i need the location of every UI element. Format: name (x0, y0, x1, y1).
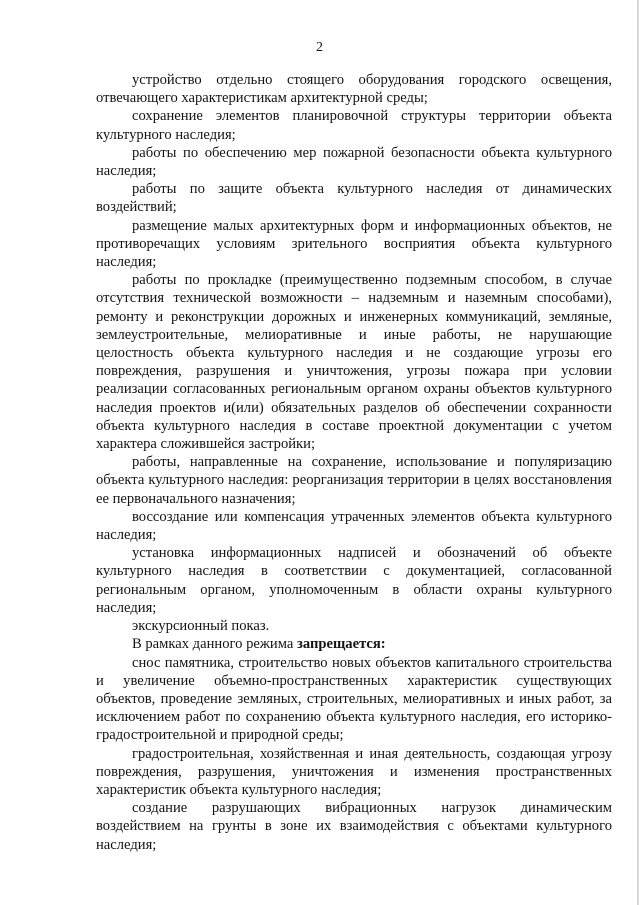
prohibited-intro (96, 635, 612, 653)
paragraph-excursion: экскурсионный показ. (132, 618, 270, 635)
prohibited-item-activity: градостроительная, хозяйственная и иная деятельность, создающая угрозу повреждения, разрушения, уничтожения и изменения пространственных характеристик объекта культурного наследия; (96, 745, 612, 798)
paragraph-dynamic-protection: работы по защите объекта культурного наследия от динамических воздействий; (96, 181, 612, 216)
prohibited-intro-prefix: В рамках данного режима (132, 636, 297, 653)
prohibited-intro-emphasis: запрещается: (297, 636, 386, 653)
prohibited-item-vibration: создание разрушающих вибрационных нагрузок динамическим воздействием на грунты в зоне их взаимодействия с объектами культурного наследия; (96, 800, 612, 853)
paragraph-utilities: работы по прокладке (преимущественно подземным способом, в случае отсутствия технической возможности – надземным и наземным способами), ремонту и реконструкции дорожных и инженерных коммуникаций, земляные, землеустроительные, мелиоративные и иные работы, не нарушающие целостность объекта культурного наследия и не создающие угрозы его повреждения, разрушения и уничтожения, угрозы пожара при условии реализации согласованных региональным органом охраны объектов культурного наследия проектов и(или) обязательных разделов об обеспечении сохранности объекта культурного наследия в составе проектной документации с учетом характера сложившейся застройки; (96, 272, 612, 453)
paragraph-small-forms: размещение малых архитектурных форм и информационных объектов, не противоречащих условиям зрительного восприятия объекта культурного наследия; (96, 217, 612, 271)
paragraph-lighting: устройство отдельно стоящего оборудования городского освещения, отвечающего характеристикам архитектурной среды; (96, 72, 612, 107)
document-body (96, 71, 612, 854)
paragraph-preservation: работы, направленные на сохранение, использование и популяризацию объекта культурного наследия: реорганизация территории в целях восстановления ее первоначального назначения; (96, 454, 612, 507)
paragraph-reconstruction: воссоздание или компенсация утраченных элементов объекта культурного наследия; (96, 508, 612, 544)
paragraph-fire-safety: работы по обеспечению мер пожарной безопасности объекта культурного наследия; (96, 144, 612, 180)
prohibited-item-demolition: снос памятника, строительство новых объектов капитального строительства и увеличение объемно-пространственных характеристик существующих объектов, проведение земляных, строительных, мелиоративных и иных работ, за исключением работ по сохранению объекта культурного наследия, его историко-градостроительной и природной среды; (96, 654, 612, 744)
paragraph-signage: установка информационных надписей и обозначений об объекте культурного наследия в соответствии с документацией, согласованной региональным органом, уполномоченным в области охраны культурного наследия; (96, 545, 612, 616)
paragraph-planning-structure: сохранение элементов планировочной структуры территории объекта культурного наследия; (96, 108, 612, 143)
page-number: 2 (316, 40, 323, 55)
